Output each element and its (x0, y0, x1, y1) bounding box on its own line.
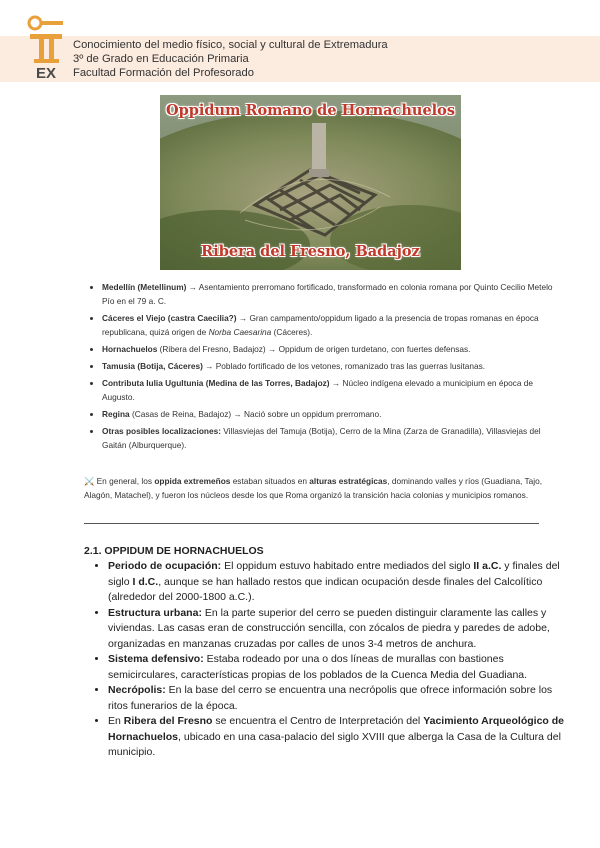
photo-title-top: Oppidum Romano de Hornachuelos (165, 102, 456, 119)
list-item: • Sistema defensivo: Estaba rodeado por una o dos líneas de murallas con bastiones semicirculares, características propias de los poblados de la Cuenca Media del Guadiana. (108, 652, 570, 683)
header-line-faculty: Facultad Formación del Profesorado (73, 67, 254, 79)
header-line-grade: 3º de Grado en Educación Primaria (73, 53, 249, 65)
header-text (73, 38, 388, 80)
oppida-list (86, 280, 562, 455)
swords-icon: ⚔️ (84, 476, 95, 486)
list-item: • Medellín (Metellinum) → Asentamiento prerromano fortificado, transformado en colonia romana por Quinto Cecilio Metelo Pío en el 79 a. C. (102, 280, 562, 308)
list-item: • Necrópolis: En la base del cerro se encuentra una necrópolis que ofrece información sobre los ritos funerarios de la época. (108, 683, 570, 714)
list-item: • Contributa Iulia Ugultunia (Medina de las Torres, Badajoz) → Núcleo indígena elevado a municipium en época de Augusto. (102, 376, 562, 404)
logo-text: EX (35, 65, 57, 80)
section-title: 2.1. OPPIDUM DE HORNACHUELOS (84, 545, 264, 557)
oppidum-photo (160, 95, 461, 270)
list-item: • Estructura urbana: En la parte superior del cerro se pueden distinguir claramente las calles y viviendas. Las casas eran de construcción sencilla, con zócalos de piedra y paredes de adobe, organizadas en manzanas cruzadas por calles de unos 3-4 metros de anchura. (108, 606, 570, 653)
list-item: • Hornachuelos (Ribera del Fresno, Badajoz) → Oppidum de origen turdetano, con fuertes defensas. (102, 342, 562, 356)
university-logo (26, 14, 66, 80)
header-line-course: Conocimiento del medio físico, social y cultural de Extremadura (73, 39, 388, 51)
list-item: • Periodo de ocupación: El oppidum estuvo habitado entre mediados del siglo II a.C. y finales del siglo I d.C., aunque se han hallado restos que indican ocupación desde finales del Calcolítico (alrededor del 2000-1800 a.C.). (108, 559, 570, 606)
list-item: • En Ribera del Fresno se encuentra el Centro de Interpretación del Yacimiento Arqueológico de Hornachuelos, ubicado en una casa-palacio del siglo XVIII que alberga la Casa de la Cultura del municipio. (108, 714, 570, 761)
hornachuelos-list (92, 559, 570, 761)
list-item: • Otras posibles localizaciones: Villasviejas del Tamuja (Botija), Cerro de la Mina (Zarza de Granadilla), Villasviejas del Gaitán (Alburquerque). (102, 424, 562, 452)
divider (84, 523, 539, 524)
list-item: • Tamusia (Botija, Cáceres) → Poblado fortificado de los vetones, romanizado tras las guerras lusitanas. (102, 359, 562, 373)
summary-note: ⚔️ En general, los oppida extremeños estaban situados en alturas estratégicas, dominando valles y ríos (Guadiana, Tajo, Alagón, Matachel), y fueron los núcleos desde los que Roma organizó la transición hacia colonias y municipios romanos. (84, 476, 543, 501)
photo-title-bottom: Ribera del Fresno, Badajoz (201, 243, 420, 260)
list-item: • Regina (Casas de Reina, Badajoz) → Nació sobre un oppidum prerromano. (102, 407, 562, 421)
list-item: • Cáceres el Viejo (castra Caecilia?) → Gran campamento/oppidum ligado a la presencia de tropas romanas en época republicana, quizá origen de Norba Caesarina (Cáceres). (102, 311, 562, 339)
